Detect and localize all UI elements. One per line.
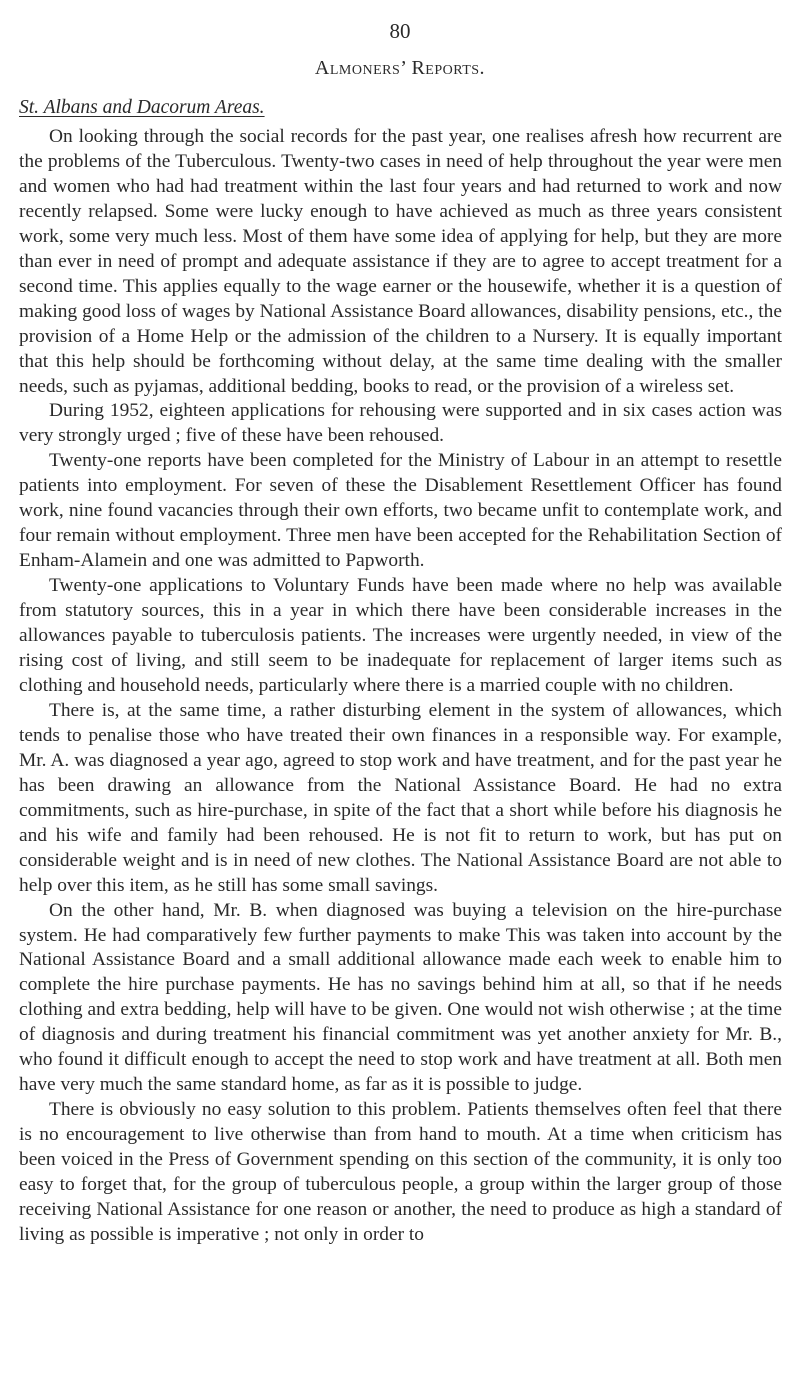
paragraph-mr-a: There is, at the same time, a rather disturbing element in the system of allowances, which tends to penalise those who have treated their own finances in a responsible way. For example, Mr. A. was diagnosed a year ago, agreed to stop work and have treatment, and for the past year he has been drawing an allowance from the National Assistance Board. He had no extra commitments, such as hire-purchase, in spite of the fact that a short while before his diagnosis he and his wife and family had been rehoused. He is not fit to return to work, but has put on considerable weight and is in need of new clothes. The National Assistance Board are not able to help over this item, as he still has some small savings. [19,699,782,896]
report-body [19,125,782,1248]
section-subheading: St. Albans and Dacorum Areas. [19,97,265,118]
report-heading: Almoners’ Reports. [314,57,486,79]
paragraph-recurrent-problems: On looking through the social records for the past year, one realises afresh how recurrent are the problems of the Tuberculous. Twenty-two cases in need of help throughout the year were men and women who had had treatment within the last four years and had returned to work and now recently relapsed. Some were lucky enough to have achieved as much as three years consistent work, some very much less. Most of them have some idea of applying for help, but they are more than ever in need of prompt and adequate assistance if they are to agree to accept treatment for a second time. This applies equally to the wage earner or the housewife, whether it is a question of making good loss of wages by National Assistance Board allowances, disability pensions, etc., the provision of a Home Help or the admission of the children to a Nursery. It is equally important that this help should be forthcoming without delay, at the same time dealing with the smaller needs, such as pyjamas, additional bedding, books to read, or the provision of a wireless set. [19,126,782,397]
paragraph-employment: Twenty-one reports have been completed for the Ministry of Labour in an attempt to resettle patients into employment. For seven of these the Disablement Resettlement Officer has found work, nine found vacancies through their own efforts, two became unfit to contemplate work, and four remain without employment. Three men have been accepted for the Rehabilitation Section of Enham-Alamein and one was admitted to Papworth. [19,450,782,572]
paragraph-mr-b: On the other hand, Mr. B. when diagnosed was buying a television on the hire-purchase system. He had comparatively few further payments to make This was taken into account by the National Assistance Board and a small additional allowance made each week to enable him to complete the hire purchase payments. He has no savings behind him at all, so that if he needs clothing and extra bedding, help will have to be given. One would not wish otherwise ; at the time of diagnosis and during treatment his financial commitment was yet another anxiety for Mr. B., who found it difficult enough to accept the need to stop work and have treatment at all. Both men have very much the same standard home, as far as it is possible to judge. [19,899,782,1096]
page-number: 80 [389,19,411,43]
paragraph-voluntary-funds: Twenty-one applications to Voluntary Funds have been made where no help was available from statutory sources, this in a year in which there have been considerable increases in the allowances payable to tuberculosis patients. The increases were urgently needed, in view of the rising cost of living, and still seem to be inadequate for replacement of larger items such as clothing and household needs, particularly where there is a married couple with no children. [19,575,782,696]
paragraph-no-easy-solution: There is obviously no easy solution to this problem. Patients themselves often feel that there is no encouragement to live otherwise than from hand to mouth. At a time when criticism has been voiced in the Press of Government spending on this section of the community, it is only too easy to forget that, for the group of tuberculous people, a group within the larger group of those receiving National Assistance for one reason or another, the need to produce as high a standard of living as possible is imperative ; not only in order to [19,1099,782,1245]
paragraph-rehousing: During 1952, eighteen applications for rehousing were supported and in six cases action was very strongly urged ; five of these have been rehoused. [19,400,782,447]
